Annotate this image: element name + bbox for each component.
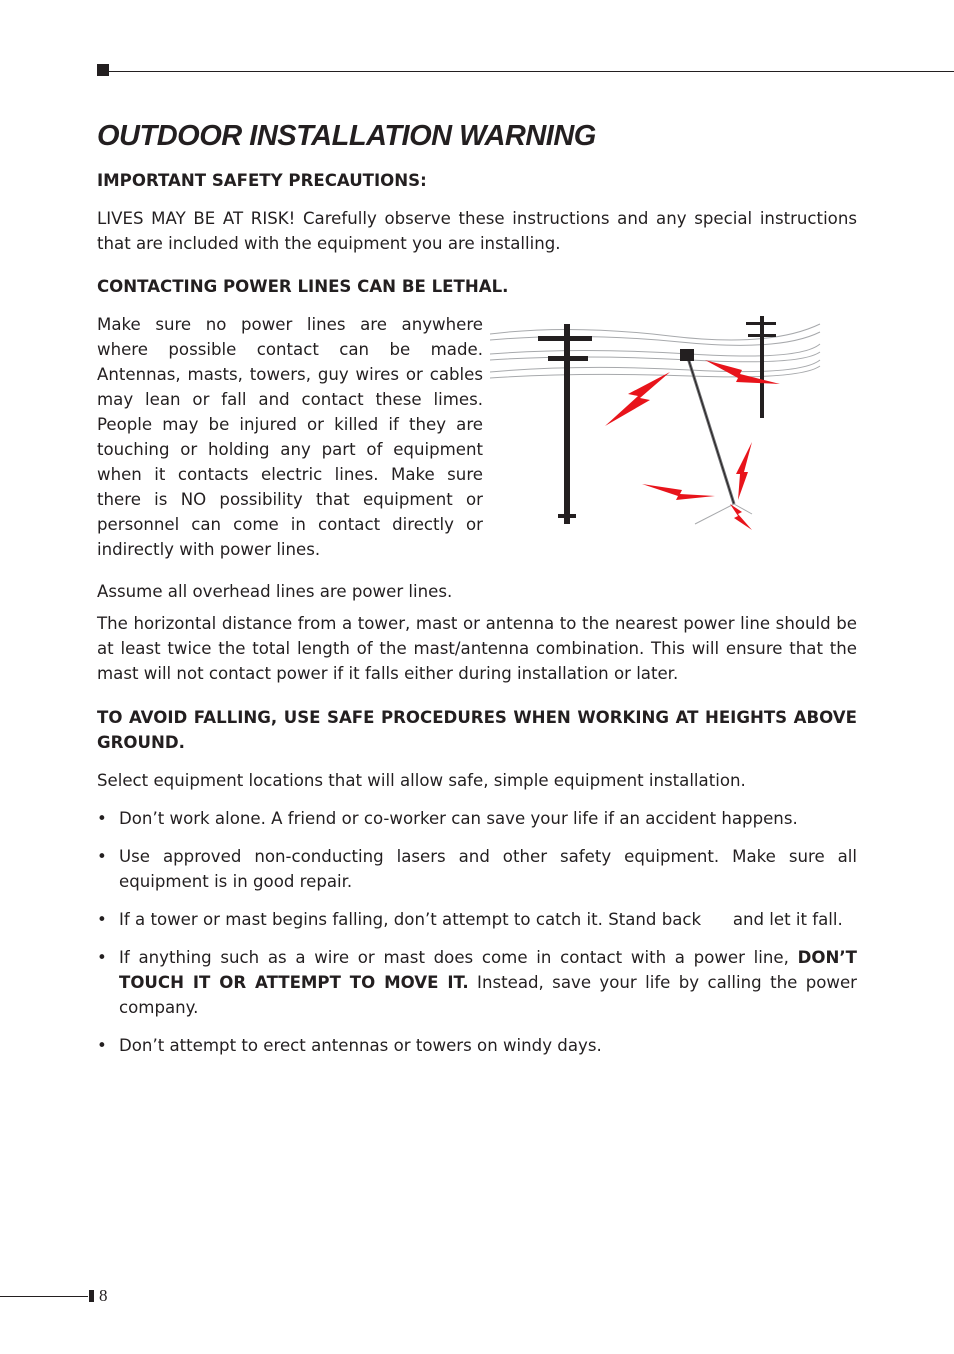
lightning-bolt-1 — [605, 372, 670, 426]
header-rule — [109, 71, 954, 72]
lightning-bolt-4 — [736, 442, 752, 500]
falling-heading: TO AVOID FALLING, USE SAFE PROCEDURES WHEN WORKING AT HEIGHTS ABOVE GROUND. — [97, 708, 857, 752]
safety-bullet-list — [97, 806, 857, 1058]
precautions-paragraph: LIVES MAY BE AT RISK! Carefully observe these instructions and any special instructions that are included with the equipment you are installing. — [97, 209, 857, 253]
power-line-hazard-illustration — [490, 314, 825, 536]
illustration-container — [483, 312, 857, 570]
list-item: • If a tower or mast begins falling, don’t attempt to catch it. Stand back and let it fall. — [97, 907, 857, 932]
list-item — [97, 945, 857, 1020]
power-lines-paragraph: Make sure no power lines are anywhere where possible contact can be made. Antennas, masts, towers, guy wires or cables may lean or fall and contact these limes. People may be injured or killed if they are touching or holding any part of equipment when it contacts electric lines. Make sure there is NO possibility that equipment or personnel can come in contact directly or indirectly with power lines. — [97, 315, 483, 559]
list-item-text: Instead, save your life by calling the power company. — [119, 973, 857, 1017]
page-number: 8 — [99, 1286, 108, 1305]
page-content — [97, 168, 857, 1058]
list-item: • Use approved non-conducting lasers and other safety equipment. Make sure all equipment is in good repair. — [97, 844, 857, 894]
power-lines-heading: CONTACTING POWER LINES CAN BE LETHAL. — [97, 277, 509, 296]
header-square-marker — [97, 64, 109, 76]
list-item-text: If anything such as a wire or mast does come in contact with a power line, — [119, 948, 789, 967]
select-paragraph: Select equipment locations that will allow safe, simple equipment installation. — [97, 771, 746, 790]
right-utility-pole — [746, 316, 776, 418]
footer-rule — [0, 1296, 88, 1297]
list-item-emphasis: DON’T TOUCH IT OR ATTEMPT TO MOVE IT. — [119, 948, 858, 992]
lightning-bolt-3 — [642, 484, 715, 500]
list-item: • Don’t attempt to erect antennas or towers on windy days. — [97, 1033, 857, 1058]
assume-paragraph: Assume all overhead lines are power lines. — [97, 582, 453, 601]
page-title: OUTDOOR INSTALLATION WARNING — [97, 120, 596, 152]
distance-paragraph: The horizontal distance from a tower, mast or antenna to the nearest power line should be at least twice the total length of the mast/antenna combination. This will ensure that the mast will not contact power if it falls either during installation or later. — [97, 614, 857, 683]
lightning-bolts — [605, 360, 780, 530]
power-lines-section — [97, 312, 857, 604]
footer-marker — [89, 1290, 94, 1302]
power-wires — [490, 324, 820, 378]
precautions-heading: IMPORTANT SAFETY PRECAUTIONS: — [97, 171, 427, 190]
list-item: • Don’t work alone. A friend or co-worker can save your life if an accident happens. — [97, 806, 857, 831]
left-utility-pole — [538, 324, 592, 524]
